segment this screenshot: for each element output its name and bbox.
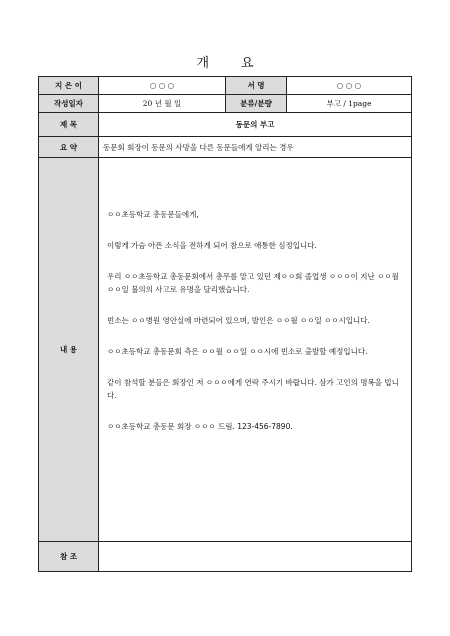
summary-form-table	[38, 76, 412, 572]
content-paragraph: 우리 ㅇㅇ초등학교 총동문회에서 총무를 맡고 있던 제ㅇㅇ회 졸업생 ㅇㅇㅇ이 지난 ㅇㅇ월 ㅇㅇ일 불의의 사고로 유명을 달리했습니다.	[107, 272, 399, 294]
subject-label: 제 목	[39, 113, 99, 137]
content-paragraph: 같이 참석할 분들은 회장인 저 ㅇㅇㅇ에게 연락 주시기 바랍니다. 삼가 고인의 명복을 빕니다.	[107, 378, 399, 400]
signature-value: ○ ○ ○	[287, 77, 412, 95]
author-value: ○ ○ ○	[99, 77, 226, 95]
summary-value: 동문회 회장이 동문의 사망을 다른 동문들에게 알리는 경우	[99, 137, 412, 158]
content-paragraph: ㅇㅇ초등학교 총동문들에게,	[107, 210, 199, 219]
date-value: 20 년 월 일	[99, 95, 226, 113]
content-paragraph: 빈소는 ㅇㅇ병원 영안실에 마련되어 있으며, 발인은 ㅇㅇ월 ㅇㅇ일 ㅇㅇ시입니다.	[107, 316, 370, 325]
content-paragraph: 이렇게 가슴 아픈 소식을 전하게 되어 참으로 애통한 심정입니다.	[107, 241, 317, 250]
content-body	[99, 158, 412, 542]
title-char-2: 요	[241, 56, 254, 71]
content-paragraph: ㅇㅇ초등학교 총동문 회장 ㅇㅇㅇ 드림. 123-456-7890.	[107, 422, 293, 431]
content-label: 내 용	[39, 158, 99, 542]
date-label: 작성일자	[39, 95, 99, 113]
signature-label: 서 명	[226, 77, 287, 95]
title-char-1: 개	[196, 56, 209, 71]
content-paragraph: ㅇㅇ초등학교 총동문회 측은 ㅇㅇ월 ㅇㅇ일 ㅇㅇ시에 빈소로 출발할 예정입니다.	[107, 347, 368, 356]
category-label: 분류/분량	[226, 95, 287, 113]
document-title	[0, 52, 450, 71]
reference-value	[99, 542, 412, 572]
reference-label: 참 조	[39, 542, 99, 572]
subject-value: 동문의 부고	[99, 113, 412, 137]
author-label: 지 은 이	[39, 77, 99, 95]
summary-label: 요 약	[39, 137, 99, 158]
category-value: 부고 / 1page	[287, 95, 412, 113]
